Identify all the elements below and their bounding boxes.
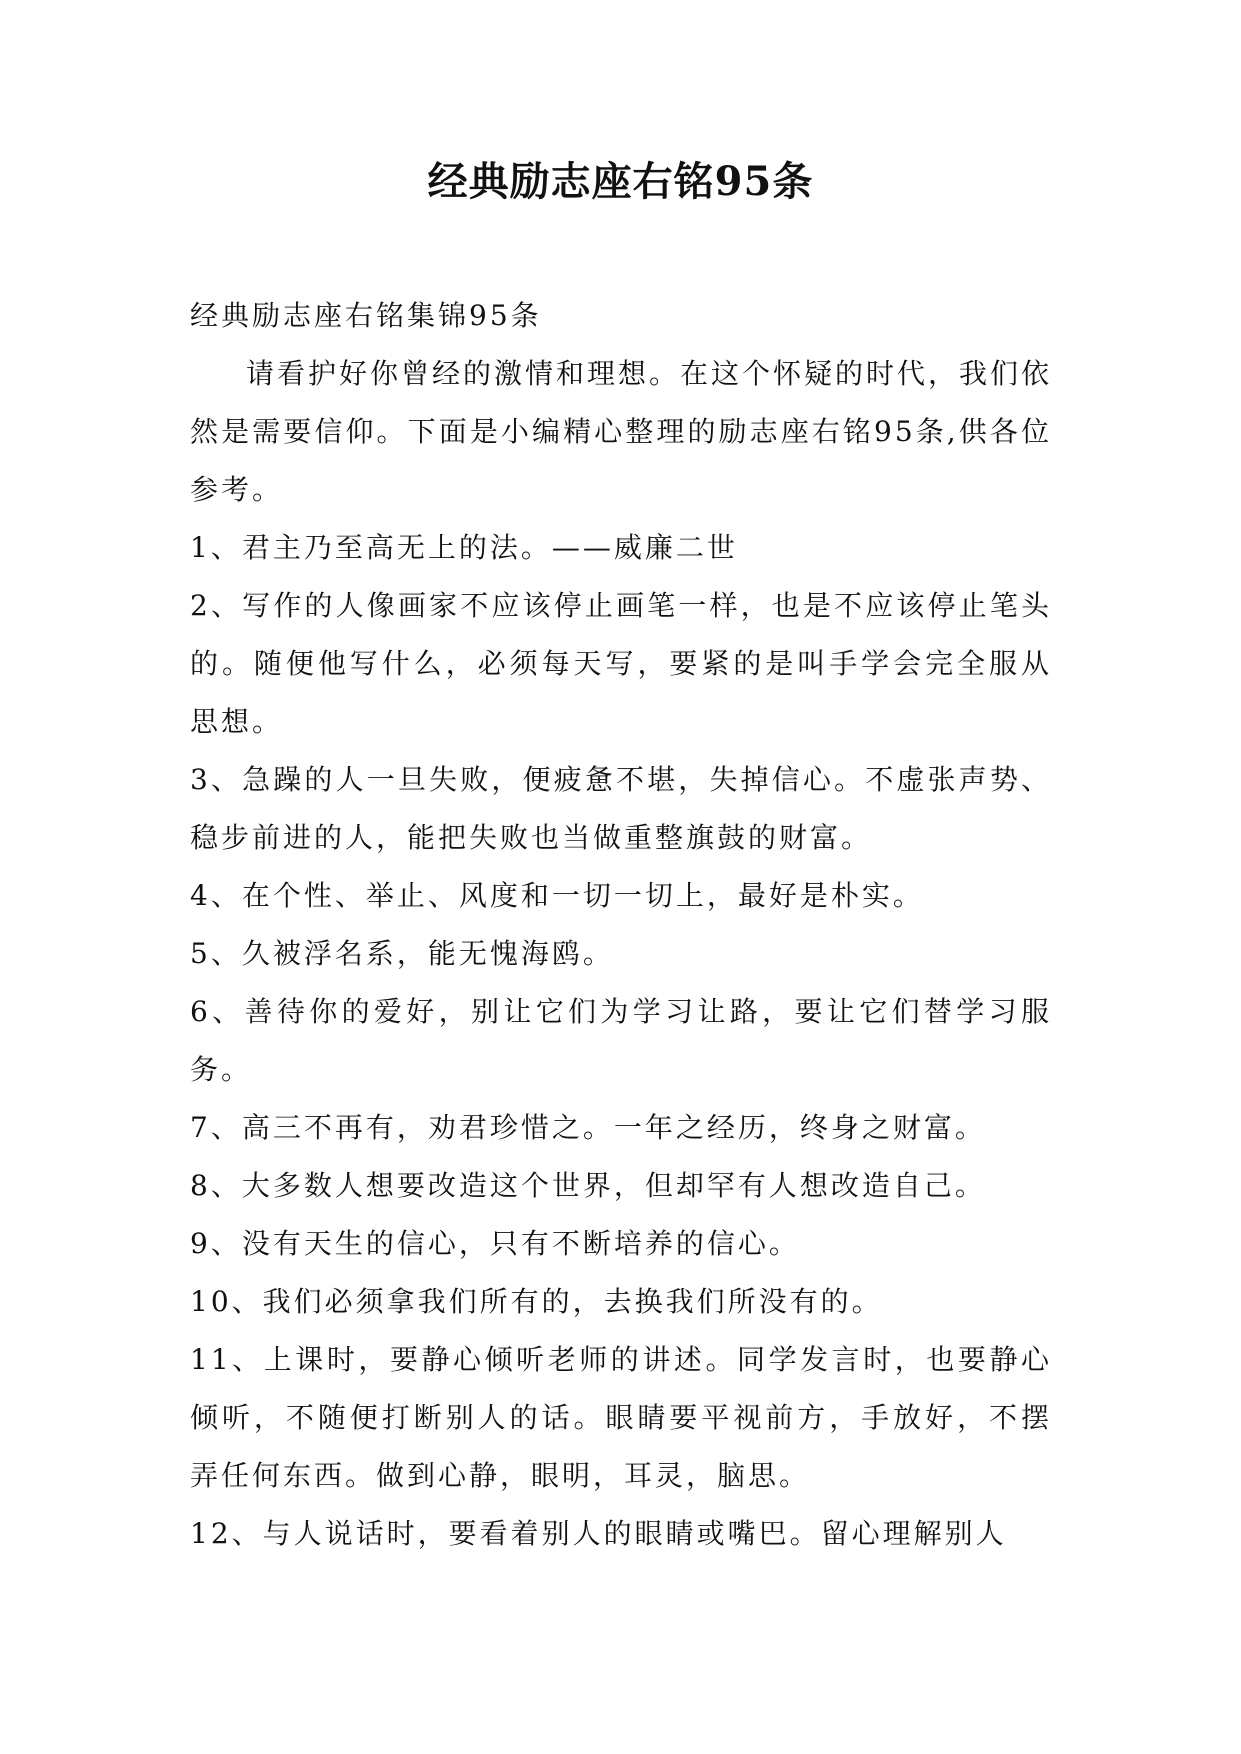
motto-item: 9、没有天生的信心，只有不断培养的信心。 — [190, 1227, 800, 1260]
document-subtitle: 经典励志座右铭集锦95条 — [190, 299, 542, 332]
motto-item: 8、大多数人想要改造这个世界，但却罕有人想改造自己。 — [190, 1169, 986, 1202]
motto-item: 12、与人说话时，要看着别人的眼睛或嘴巴。留心理解别人 — [190, 1517, 1007, 1550]
document-body — [190, 287, 1052, 1563]
intro-paragraph: 请看护好你曾经的激情和理想。在这个怀疑的时代，我们依然是需要信仰。下面是小编精心整理的励志座右铭95条,供各位参考。 — [190, 357, 1053, 506]
motto-item: 4、在个性、举止、风度和一切一切上，最好是朴实。 — [190, 879, 924, 912]
motto-item: 6、善待你的爱好，别让它们为学习让路，要让它们替学习服务。 — [190, 995, 1052, 1086]
motto-item: 5、久被浮名系，能无愧海鸥。 — [190, 937, 614, 970]
motto-item: 10、我们必须拿我们所有的，去换我们所没有的。 — [190, 1285, 883, 1318]
motto-item: 2、写作的人像画家不应该停止画笔一样，也是不应该停止笔头的。随便他写什么，必须每天写，要紧的是叫手学会完全服从思想。 — [190, 589, 1052, 738]
motto-item: 11、上课时，要静心倾听老师的讲述。同学发言时，也要静心倾听，不随便打断别人的话。眼睛要平视前方，手放好，不摆弄任何东西。做到心静，眼明，耳灵，脑思。 — [190, 1343, 1052, 1492]
motto-item: 3、急躁的人一旦失败，便疲惫不堪，失掉信心。不虚张声势、稳步前进的人，能把失败也当做重整旗鼓的财富。 — [190, 763, 1052, 854]
document-title: 经典励志座右铭95条 — [427, 158, 814, 205]
motto-item: 1、君主乃至高无上的法。——威廉二世 — [190, 531, 738, 564]
motto-item: 7、高三不再有，劝君珍惜之。一年之经历，终身之财富。 — [190, 1111, 986, 1144]
